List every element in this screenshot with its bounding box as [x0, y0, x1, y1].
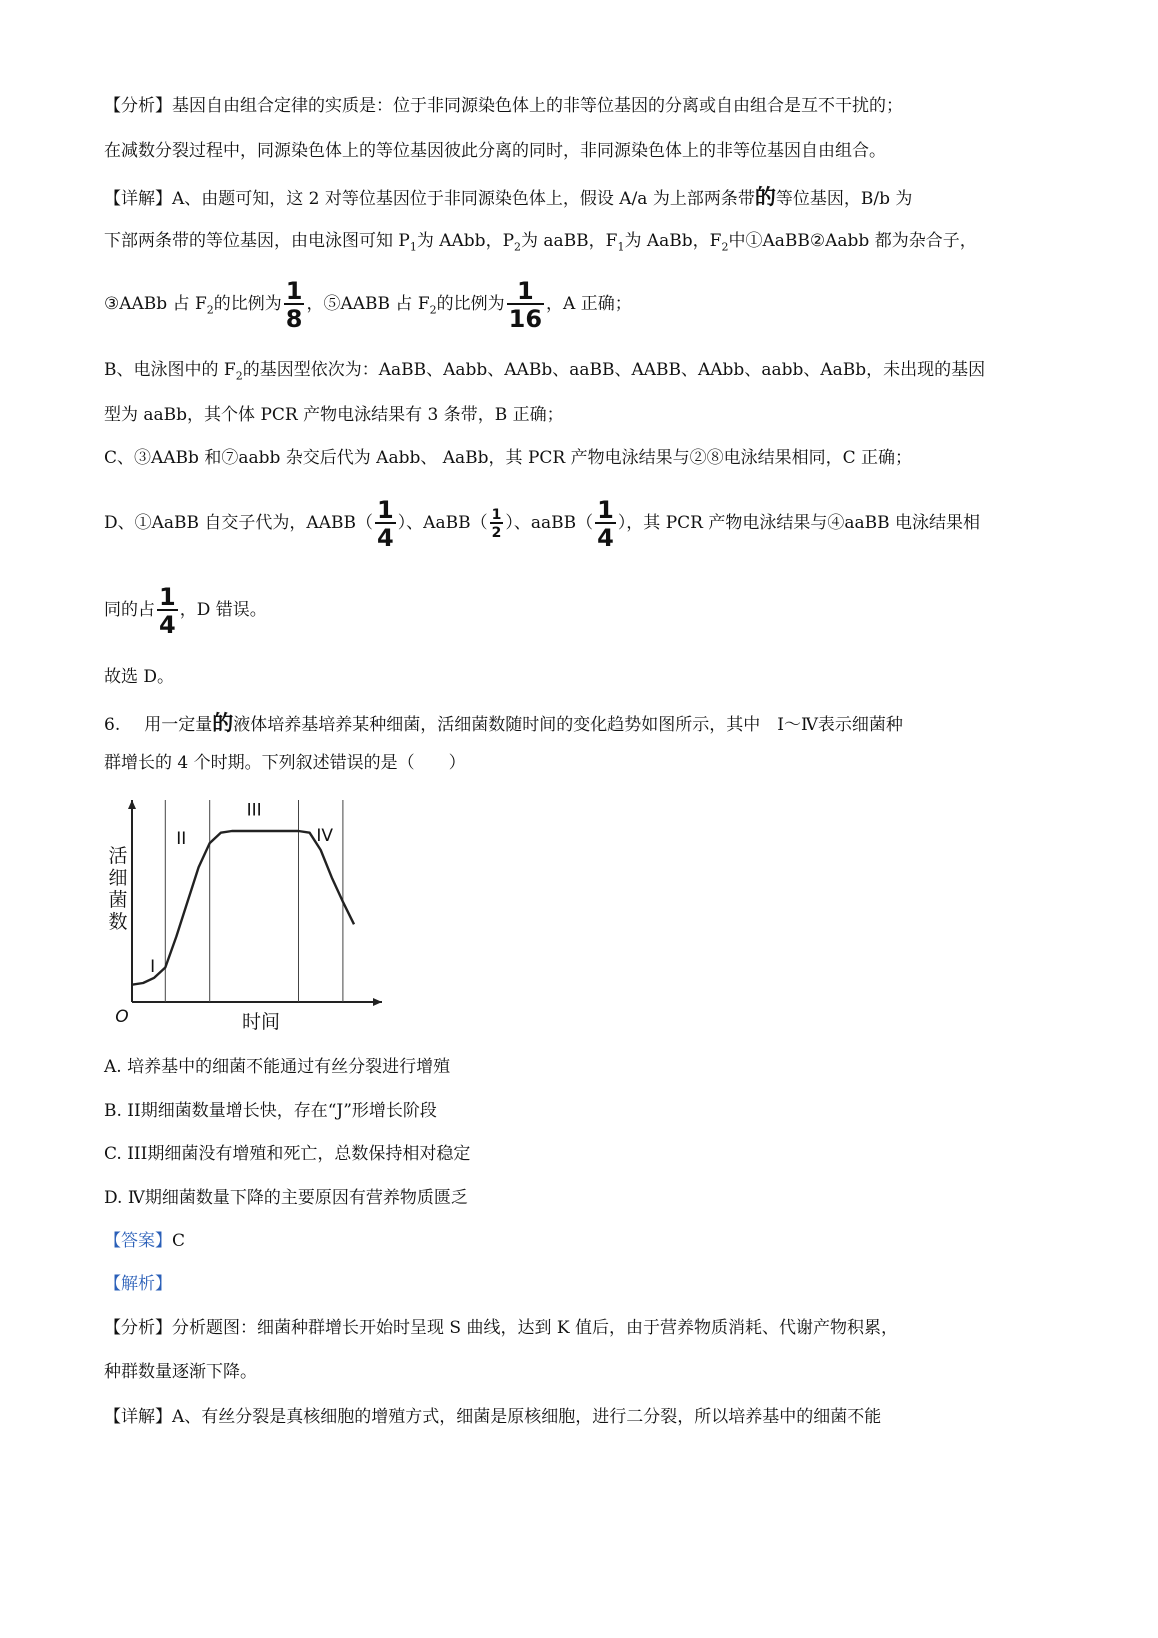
fraction-numerator: 1 — [491, 506, 502, 523]
detail-text: 的基因型依次为：AaBB、Aabb、AABb、aaBB、AABB、AAbb、aabb、AaBb，未出现的基因 — [242, 360, 986, 380]
phase-label-II: II — [176, 829, 187, 849]
fraction-one-eighth — [284, 276, 305, 333]
fraction-denominator: 2 — [490, 522, 504, 540]
detail-text: A、由题可知，这 2 对等位基因位于非同源染色体上，假设 A/a 为上部两条带 — [172, 189, 755, 209]
analysis-paragraph-line-2: 在减数分裂过程中，同源染色体上的等位基因彼此分离的同时，非同源染色体上的非等位基因自由组合。 — [104, 141, 886, 161]
analysis2-line-2: 种群数量逐渐下降。 — [104, 1362, 257, 1382]
subscript: 2 — [514, 240, 522, 254]
detail-text: 的比例为 — [213, 294, 282, 314]
detail-line-3 — [104, 276, 632, 338]
detail-line-4 — [104, 358, 985, 388]
detail-text: D、①AaBB 自交子代为，AABB（ — [104, 513, 373, 533]
analysis-tag: 【分析】 — [104, 96, 172, 116]
detail-text: 等位基因，B/b 为 — [775, 189, 913, 209]
analysis2-text: 分析题图：细菌种群增长开始时呈现 S 曲线，达到 K 值后，由于营养物质消耗、代谢产物积累， — [172, 1318, 898, 1338]
parse-line — [104, 1272, 172, 1296]
y-axis-label-char: 数 — [108, 911, 128, 933]
subscript: 1 — [617, 240, 625, 254]
detail-text: 为 AaBb，F — [624, 231, 722, 251]
fraction-numerator: 1 — [516, 276, 534, 305]
detail-line-9: 故选 D。 — [104, 667, 175, 687]
detail-text: ③AABb 占 F — [104, 294, 207, 314]
fraction-denominator: 4 — [376, 523, 394, 552]
fraction-denominator: 8 — [285, 304, 303, 333]
answer-line — [104, 1229, 185, 1253]
detail-text: 为 aaBB，F — [521, 231, 618, 251]
question-text: 用一定量 — [144, 715, 213, 735]
y-axis-arrow — [128, 800, 136, 809]
detail-text: ，A 正确； — [546, 294, 632, 314]
fraction-denominator: 4 — [159, 610, 176, 639]
option-c[interactable]: C. III期细菌没有增殖和死亡，总数保持相对稳定 — [104, 1144, 471, 1164]
detail-text: ），其 PCR 产物电泳结果与④aaBB 电泳结果相 — [617, 513, 981, 533]
analysis-paragraph-line-1 — [104, 94, 903, 118]
detail-line-2 — [104, 229, 977, 259]
fraction-denominator: 4 — [597, 523, 614, 552]
detail-text: ）、AaBB（ — [397, 513, 488, 533]
subscript: 1 — [409, 240, 417, 254]
option-a[interactable]: A. 培养基中的细菌不能通过有丝分裂进行增殖 — [104, 1057, 451, 1077]
detail-text: ，⑤AABB 占 F — [306, 294, 430, 314]
detail-text: 的比例为 — [436, 294, 505, 314]
detail-text: 同的占 — [104, 600, 155, 620]
y-axis-label-char: 菌 — [108, 889, 128, 911]
fraction-numerator: 1 — [285, 276, 303, 305]
analysis-text: 基因自由组合定律的实质是：位于非同源染色体上的非等位基因的分离或自由组合是互不干扰的； — [172, 96, 903, 116]
y-axis-label-char: 活 — [108, 845, 128, 867]
phase-label-IV: IV — [316, 826, 334, 847]
answer-value: C — [172, 1231, 186, 1251]
option-d[interactable]: D. Ⅳ期细菌数量下降的主要原因有营养物质匮乏 — [104, 1188, 468, 1208]
question-char: 的 — [212, 711, 234, 735]
option-b[interactable]: B. II期细菌数量增长快，存在“J”形增长阶段 — [104, 1101, 437, 1121]
question-text: 液体培养基培养某种细菌，活细菌数随时间的变化趋势如图所示，其中 Ⅰ～Ⅳ表示细菌种 — [233, 715, 903, 735]
detail-tag: 【详解】 — [104, 189, 172, 209]
x-axis-label: 时间 — [241, 1011, 281, 1033]
detail2-tag: 【详解】 — [104, 1407, 172, 1427]
origin-label: O — [115, 1007, 129, 1027]
answer-tag: 【答案】 — [104, 1231, 172, 1251]
detail-text: B、电泳图中的 F — [104, 360, 236, 380]
subscript: 2 — [429, 303, 437, 317]
subscript: 2 — [235, 369, 243, 383]
question-number: 6. — [104, 715, 121, 735]
analysis2-line-1 — [104, 1316, 898, 1340]
detail2-text: A、有丝分裂是真核细胞的增殖方式，细菌是原核细胞，进行二分裂，所以培养基中的细菌不能 — [172, 1407, 882, 1427]
detail-text: 中①AaBB②Aabb 都为杂合子， — [728, 231, 977, 251]
phase-label-I: I — [150, 957, 156, 977]
detail-text: ）、aaBB（ — [505, 513, 594, 533]
detail-line-8 — [104, 582, 267, 638]
analysis2-tag: 【分析】 — [104, 1318, 172, 1338]
detail-char: 的 — [754, 185, 776, 209]
question-line-1 — [104, 711, 903, 737]
fraction-one-half — [490, 508, 504, 540]
fraction-one-quarter — [157, 582, 178, 639]
detail-line-5: 型为 aaBb，其个体 PCR 产物电泳结果有 3 条带，B 正确； — [104, 405, 564, 425]
fraction-one-sixteenth — [507, 276, 544, 333]
subscript: 2 — [721, 240, 729, 254]
detail-text: 下部两条带的等位基因，由电泳图可知 P — [104, 231, 410, 251]
fraction-numerator: 1 — [597, 495, 614, 524]
detail-line-1 — [104, 185, 912, 211]
detail-text: ，D 错误。 — [179, 600, 267, 620]
detail2-line-1 — [104, 1405, 881, 1429]
detail-line-7 — [104, 494, 980, 552]
detail-text: 为 AAbb，P — [416, 231, 515, 251]
parse-tag: 【解析】 — [104, 1274, 172, 1294]
bacteria-growth-chart — [104, 792, 394, 1037]
x-axis-arrow — [373, 998, 382, 1006]
y-axis-label-char: 细 — [108, 867, 128, 889]
fraction-numerator: 1 — [376, 495, 394, 524]
phase-label-III: III — [246, 800, 262, 821]
detail-line-6: C、③AABb 和⑦aabb 杂交后代为 Aabb、 AaBb，其 PCR 产物电泳结果与②⑧电泳结果相同，C 正确； — [104, 448, 913, 468]
fraction-denominator: 16 — [508, 304, 543, 333]
subscript: 2 — [206, 303, 214, 317]
fraction-one-quarter — [595, 495, 616, 552]
fraction-numerator: 1 — [159, 582, 176, 611]
question-line-2: 群增长的 4 个时期。下列叙述错误的是（ ） — [104, 753, 466, 773]
fraction-one-quarter — [375, 495, 396, 552]
